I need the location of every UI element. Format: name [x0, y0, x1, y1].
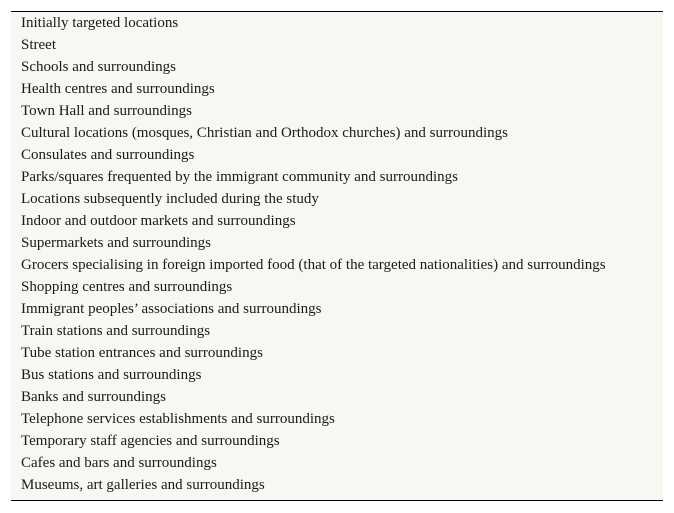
table-row: Grocers specialising in foreign imported food (that of the targeted nationalities) and surroundings	[21, 257, 606, 273]
table-row: Tube station entrances and surroundings	[21, 345, 263, 361]
table-row: Parks/squares frequented by the immigrant community and surroundings	[21, 169, 458, 185]
table-row: Bus stations and surroundings	[21, 367, 202, 383]
locations-list	[21, 12, 659, 496]
table-row: Health centres and surroundings	[21, 81, 215, 97]
table-row: Banks and surroundings	[21, 389, 166, 405]
table-row: Temporary staff agencies and surroundings	[21, 433, 280, 449]
table-row: Cafes and bars and surroundings	[21, 455, 217, 471]
table-row-section-subsequent: Locations subsequently included during the study	[21, 191, 319, 207]
table-row-section-initial: Initially targeted locations	[21, 15, 179, 31]
table-row: Schools and surroundings	[21, 59, 176, 75]
table-row: Indoor and outdoor markets and surroundings	[21, 213, 296, 229]
table-row: Telephone services establishments and surroundings	[21, 411, 335, 427]
table-row: Consulates and surroundings	[21, 147, 195, 163]
table-row: Supermarkets and surroundings	[21, 235, 211, 251]
table-row: Train stations and surroundings	[21, 323, 211, 339]
table-row: Museums, art galleries and surroundings	[21, 477, 265, 493]
table-row: Street	[21, 37, 56, 53]
table-row: Town Hall and surroundings	[21, 103, 193, 119]
locations-table	[11, 11, 663, 501]
table-row: Shopping centres and surroundings	[21, 279, 233, 295]
table-row: Immigrant peoples’ associations and surroundings	[21, 301, 322, 317]
table-row: Cultural locations (mosques, Christian and Orthodox churches) and surroundings	[21, 125, 509, 141]
